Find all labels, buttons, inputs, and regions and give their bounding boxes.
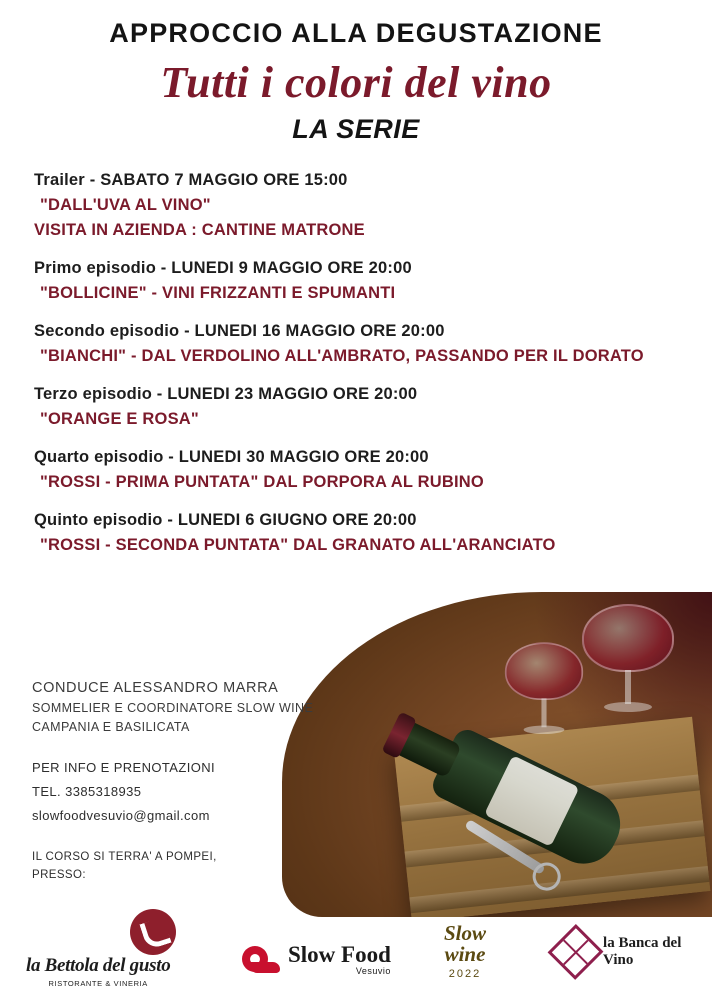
main-title: Tutti i colori del vino	[160, 58, 552, 107]
wine-glass	[505, 642, 583, 736]
slowwine-year: 2022	[448, 968, 482, 980]
slowfood-name: Slow Food	[288, 942, 391, 967]
episode-heading: Trailer - SABATO 7 MAGGIO ORE 15:00	[34, 171, 348, 189]
bettola-subtitle: RISTORANTE & VINERIA	[48, 979, 148, 988]
episode-detail-extra: VISITA IN AZIENDA : CANTINE MATRONE	[34, 221, 365, 239]
wine-glass	[582, 604, 674, 714]
venue-line-1: IL CORSO SI TERRA' A POMPEI,	[32, 851, 217, 863]
bettola-spoon-icon	[130, 909, 176, 955]
contact-title: PER INFO E PRENOTAZIONI	[32, 760, 216, 775]
list-item	[34, 511, 696, 555]
banca-diamond-icon	[548, 924, 604, 980]
contact-email[interactable]: slowfoodvesuvio@gmail.com	[32, 808, 210, 823]
host-name: CONDUCE ALESSANDRO MARRA	[32, 680, 279, 696]
list-item	[34, 385, 696, 429]
host-role-line1: SOMMELIER E COORDINATORE SLOW WINE	[32, 701, 314, 715]
episode-heading: Secondo episodio - LUNEDI 16 MAGGIO ORE 20:00	[34, 322, 445, 340]
logo-row	[0, 908, 712, 992]
episode-detail: "BIANCHI" - DAL VERDOLINO ALL'AMBRATO, PASSANDO PER IL DORATO	[40, 347, 644, 365]
contact-block	[32, 760, 332, 823]
episode-detail: "ROSSI - SECONDA PUNTATA" DAL GRANATO ALL'ARANCIATO	[40, 536, 556, 554]
slowfood-subtitle: Vesuvio	[355, 966, 391, 976]
list-item	[34, 448, 696, 492]
banca-name: la Banca del Vino	[603, 935, 682, 968]
logo-la-bettola-del-gusto	[26, 955, 170, 988]
slowwine-line2: wine	[444, 942, 486, 966]
venue-line-2: PRESSO:	[32, 869, 86, 881]
episode-heading: Quarto episodio - LUNEDI 30 MAGGIO ORE 20:00	[34, 448, 429, 466]
kicker-title: APPROCCIO ALLA DEGUSTAZIONE	[109, 18, 603, 48]
slowwine-line1: Slow	[444, 921, 487, 946]
info-block	[32, 680, 332, 887]
list-item	[34, 259, 696, 303]
subtitle: LA SERIE	[292, 114, 420, 144]
logo-la-banca-del-vino	[556, 932, 712, 972]
episode-detail: "BOLLICINE" - VINI FRIZZANTI E SPUMANTI	[40, 284, 396, 302]
wine-photo	[282, 592, 712, 917]
episode-detail: "ROSSI - PRIMA PUNTATA" DAL PORPORA AL RUBINO	[40, 473, 484, 491]
list-item	[34, 171, 696, 240]
episode-heading: Quinto episodio - LUNEDI 6 GIUGNO ORE 20:00	[34, 511, 417, 529]
contact-phone[interactable]: TEL. 3385318935	[32, 784, 142, 799]
logo-slow-food-vesuvio	[240, 942, 391, 976]
poster-header	[0, 0, 712, 145]
venue-block	[32, 851, 332, 881]
episode-list	[0, 171, 712, 555]
episode-heading: Terzo episodio - LUNEDI 23 MAGGIO ORE 20:00	[34, 385, 418, 403]
episode-detail: "ORANGE E ROSA"	[40, 410, 199, 428]
host-role-line2: CAMPANIA E BASILICATA	[32, 720, 190, 734]
episode-detail: "DALL'UVA AL VINO"	[40, 196, 211, 214]
logo-slow-wine	[444, 921, 487, 980]
bettola-name: la Bettola del gusto	[26, 955, 171, 976]
episode-heading: Primo episodio - LUNEDI 9 MAGGIO ORE 20:00	[34, 259, 412, 277]
list-item	[34, 322, 696, 366]
snail-icon	[240, 944, 280, 974]
